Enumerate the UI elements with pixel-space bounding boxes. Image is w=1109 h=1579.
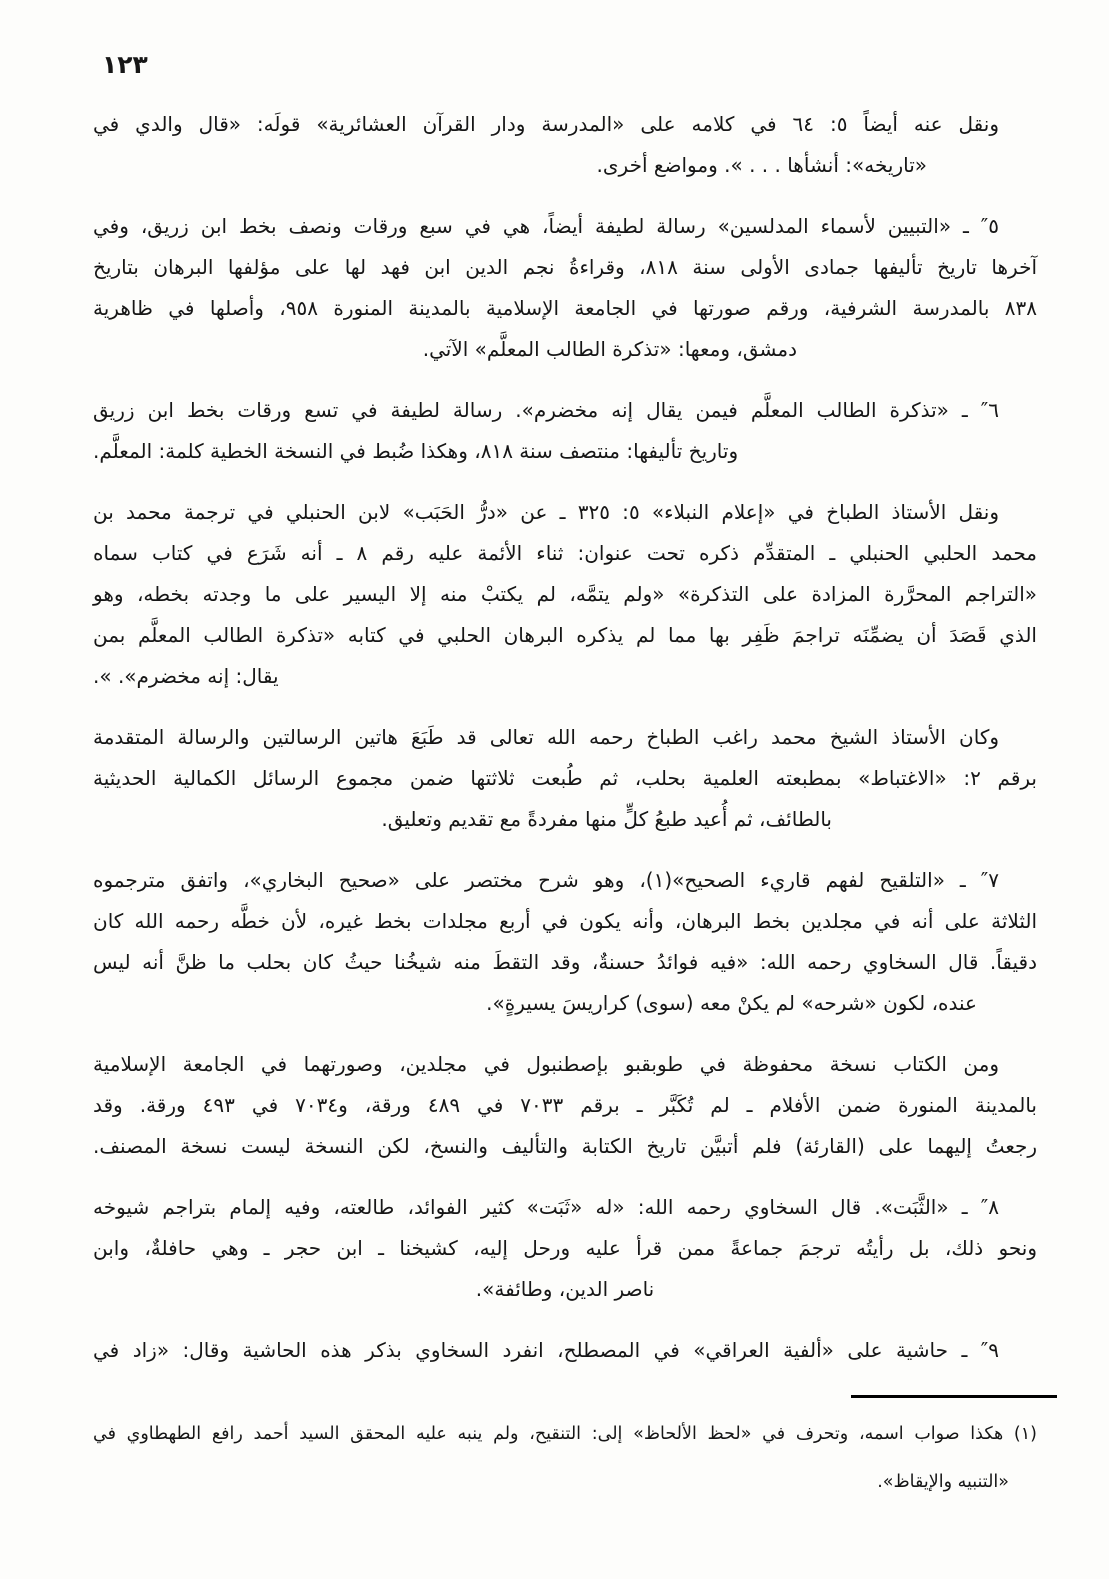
text-line: الثلاثة على أنه في مجلدين بخط البرهان، وأنه يكون في أربع مجلدات بخط غيره، لأن خطَّه رحمه الله كان xyxy=(93,909,1037,933)
text-line: وكان الأستاذ الشيخ محمد راغب الطباخ رحمه الله تعالى قد طَبَعَ هاتين الرسالتين والرسالة المتقدمة xyxy=(93,725,999,749)
text-line: ومن الكتاب نسخة محفوظة في طوبقبو بإصطنبول في مجلدين، وصورتهما في الجامعة الإسلامية xyxy=(93,1052,999,1076)
text-line: ونحو ذلك، بل رأيتُه ترجمَ جماعةً ممن قرأ عليه ورحل إليه، كشيخنا ـ ابن حجر ـ وهي حافلةٌ، وابن xyxy=(93,1236,1037,1260)
text-line: دمشق، ومعها: «تذكرة الطالب المعلَّم» الآتي. xyxy=(422,337,797,361)
text-line: «تاريخه»: أنشأها . . . ». ومواضع أخرى. xyxy=(596,153,927,177)
paragraph-item-7 xyxy=(93,860,1037,1024)
paragraph-printing-history xyxy=(93,717,1037,840)
footnote-line: «التنبيه والإيقاظ». xyxy=(877,1472,1009,1492)
paragraph-manuscript-copies xyxy=(93,1044,1037,1167)
text-line: ونقل عنه أيضاً ٥: ٦٤ في كلامه على «المدرسة ودار القرآن العشائرية» قولَه: «قال والدي في xyxy=(93,112,999,136)
text-line: ٨″ ـ «الثَّبَت». قال السخاوي رحمه الله: «له «ثَبَت» كثير الفوائد، طالعته، وفيه إلمام بتراجم شيوخه xyxy=(93,1195,999,1219)
text-line: رجعتُ إليهما على (القارئة) فلم أتبيَّن تاريخ الكتابة والتأليف والنسخ، لكن النسخة ليست نسخة المصنف. xyxy=(93,1134,1037,1158)
text-line: برقم ٢: «الاغتباط» بمطبعته العلمية بحلب، ثم طُبعت ثلاثتها ضمن مجموع الرسائل الكمالية الحديثية xyxy=(93,766,1037,790)
text-line: عنده، لكون «شرحه» لم يكنْ معه (سوى) كراريسَ يسيرةٍ». xyxy=(486,991,977,1015)
text-line: ناصر الدين، وطائفة». xyxy=(475,1277,655,1301)
paragraph-tabbakh-quote xyxy=(93,492,1037,697)
text-line: ٧″ ـ «التلقيح لفهم قاريء الصحيح»(١)، وهو شرح مختصر على «صحيح البخاري»، واتفق مترجموه xyxy=(93,868,1000,892)
text-line: ٩″ ـ حاشية على «ألفية العراقي» في المصطلح، انفرد السخاوي بذكر هذه الحاشية وقال: «زاد في xyxy=(93,1338,999,1362)
page-number: ١٢٣ xyxy=(102,50,148,79)
text-line: ٨٣٨ بالمدرسة الشرفية، ورقم صورتها في الجامعة الإسلامية بالمدينة المنورة ٩٥٨، وأصلها في ظاهرية xyxy=(93,296,1037,320)
footnote-line: (١) هكذا صواب اسمه، وتحرف في «لحظ الألحاظ» إلى: التنقيح، ولم ينبه عليه المحقق السيد أحمد رافع الطهطاوي في xyxy=(93,1424,1037,1444)
text-line: يقال: إنه مخضرم». ». xyxy=(93,664,279,688)
text-line: بالطائف، ثم أُعيد طبعُ كلٍّ منها مفردةً مع تقديم وتعليق. xyxy=(381,807,832,831)
paragraph-item-8 xyxy=(93,1187,1037,1310)
text-line: ٦″ ـ «تذكرة الطالب المعلَّم فيمن يقال إنه مخضرم». رسالة لطيفة في تسع ورقات بخط ابن زريق xyxy=(93,398,999,422)
text-line: «التراجم المحرَّرة المزادة على التذكرة» «ولم يتمَّه، لم يكتبْ منه إلا اليسير على ما وجدته بخطه، وهو xyxy=(93,582,1037,606)
paragraph-item-5 xyxy=(93,206,1037,370)
paragraph-item-6 xyxy=(93,390,1037,472)
text-line: الذي قَصَدَ أن يضمِّنَه تراجمَ ظَفِر بها مما لم يذكره البرهان الحلبي في كتابه «تذكرة الطالب المعلَّم بمن xyxy=(93,623,1037,647)
text-line: ونقل الأستاذ الطباخ في «إعلام النبلاء» ٥: ٣٢٥ ـ عن «درُّ الحَبَب» لابن الحنبلي في ترجمة محمد بن xyxy=(93,500,1000,524)
footnote-divider xyxy=(851,1395,1057,1398)
main-text-column xyxy=(93,104,1037,1506)
text-line: دقيقاً. قال السخاوي رحمه الله: «فيه فوائدُ حسنةٌ، وقد التقطَ منه شيخُنا حيثُ كان بحلب ما ظنَّ أنه ليس xyxy=(93,950,1037,974)
footnote-section xyxy=(93,1395,1037,1506)
text-line: ٥″ ـ «التبيين لأسماء المدلسين» رسالة لطيفة أيضاً، هي في سبع ورقات ونصف بخط ابن زريق، وفي xyxy=(93,214,999,238)
paragraph-item-9 xyxy=(93,1330,1037,1371)
text-line: آخرها تاريخ تأليفها جمادى الأولى سنة ٨١٨، وقراءةُ نجم الدين ابن فهد لها على مؤلفها البرهان بتاريخ xyxy=(93,255,1037,279)
text-line: بالمدينة المنورة ضمن الأفلام ـ لم تُكَبَّر ـ برقم ٧٠٣٣ في ٤٨٩ ورقة، و٧٠٣٤ في ٤٩٣ ورقة. وقد xyxy=(93,1093,1037,1117)
paragraph-intro-quote xyxy=(93,104,1037,186)
text-line: وتاريخ تأليفها: منتصف سنة ٨١٨، وهكذا ضُبط في النسخة الخطية كلمة: المعلَّم. xyxy=(93,439,739,463)
text-line: محمد الحلبي الحنبلي ـ المتقدِّم ذكره تحت عنوان: ثناء الأئمة عليه رقم ٨ ـ أنه شَرَع في كتاب سماه xyxy=(93,541,1037,565)
